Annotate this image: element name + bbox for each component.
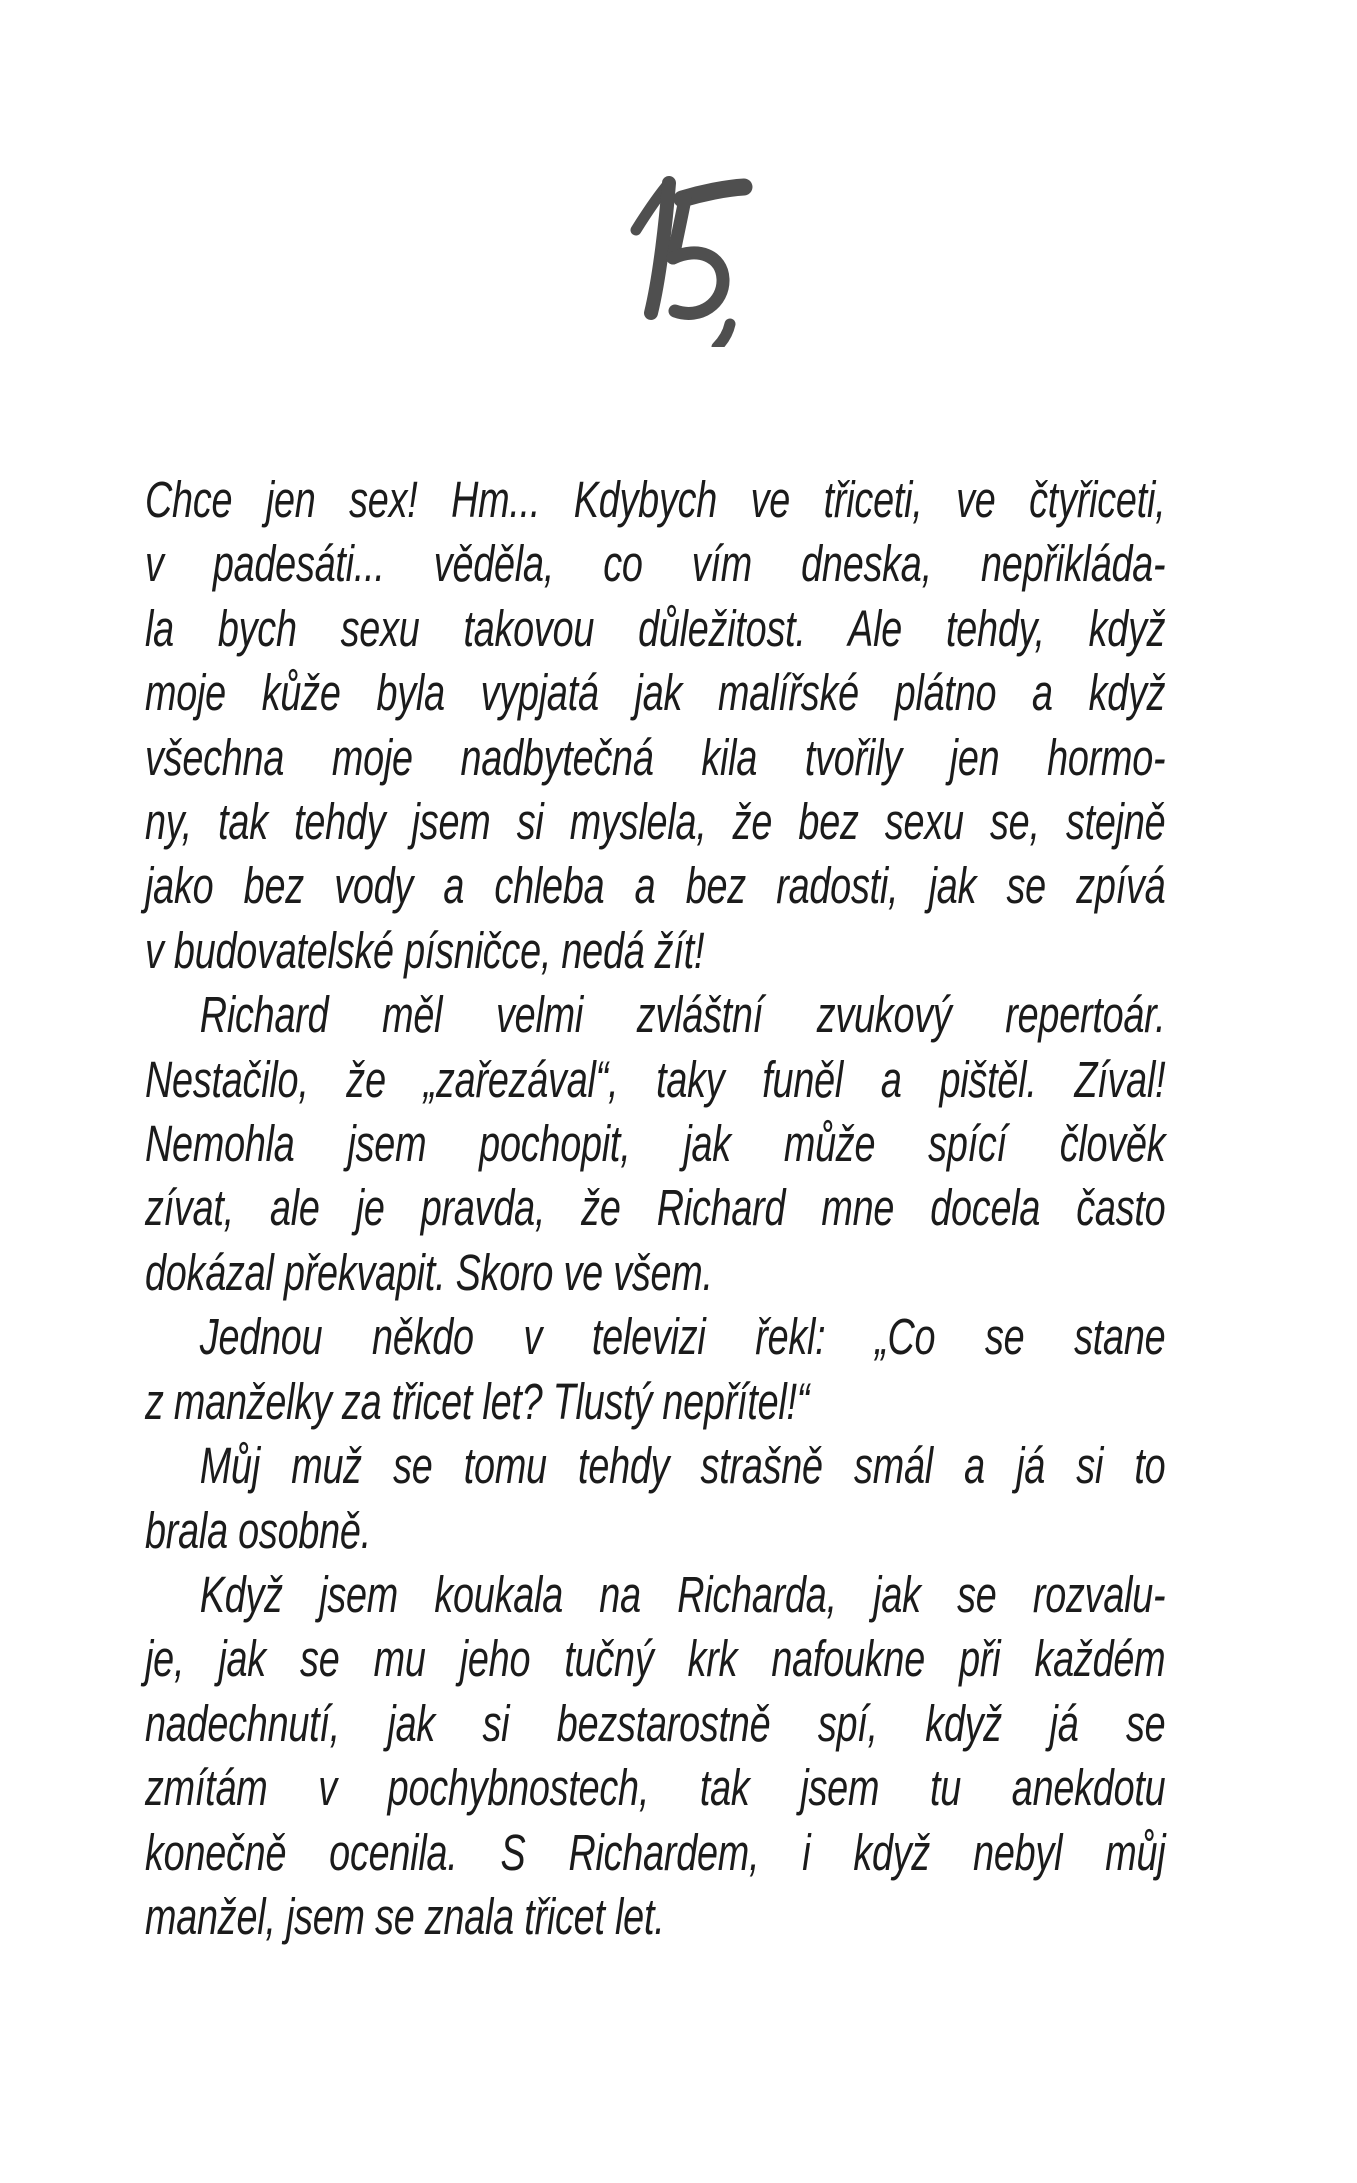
- text-line: je, jak se mu jeho tučný krk nafoukne při každém: [145, 1630, 1166, 1688]
- text-line: Nestačilo, že „zařezával“, taky funěl a pištěl. Zíval!: [145, 1050, 1166, 1108]
- text-line: Nemohla jsem pochopit, jak může spící člověk: [145, 1115, 1166, 1173]
- text-line: brala osobně.: [145, 1501, 371, 1559]
- body-text: [145, 468, 1165, 1949]
- chapter-number: [608, 172, 783, 347]
- text-line: v budovatelské písničce, nedá žít!: [145, 921, 705, 979]
- text-line: Richard měl velmi zvláštní zvukový repertoár.: [199, 986, 1166, 1044]
- text-line: z manželky za třicet let? Tlustý nepřítel!“: [145, 1372, 810, 1430]
- text-line: ny, tak tehdy jsem si myslela, že bez sexu se, stejně: [145, 793, 1166, 851]
- text-line: v padesáti... věděla, co vím dneska, nepřikláda-: [145, 535, 1166, 593]
- text-line: všechna moje nadbytečná kila tvořily jen hormo-: [145, 728, 1166, 786]
- text-line: manžel, jsem se znala třicet let.: [145, 1887, 665, 1945]
- text-line: Když jsem koukala na Richarda, jak se rozvalu-: [199, 1565, 1166, 1623]
- text-line: zmítám v pochybnostech, tak jsem tu anekdotu: [145, 1759, 1166, 1817]
- text-line: Jednou někdo v televizi řekl: „Co se stane: [199, 1308, 1166, 1366]
- text-line: nadechnutí, jak si bezstarostně spí, když já se: [145, 1694, 1166, 1752]
- text-line: Chce jen sex! Hm... Kdybych ve třiceti, ve čtyřiceti,: [145, 471, 1166, 528]
- text-line: Můj muž se tomu tehdy strašně smál a já si to: [199, 1437, 1166, 1495]
- text-line: moje kůže byla vypjatá jak malířské plátno a když: [145, 664, 1166, 722]
- text-line: konečně ocenila. S Richardem, i když nebyl můj: [145, 1823, 1166, 1881]
- text-line: jako bez vody a chleba a bez radosti, jak se zpívá: [145, 857, 1166, 915]
- handwritten-15-icon: [608, 172, 783, 347]
- text-line: zívat, ale je pravda, že Richard mne docela často: [145, 1179, 1166, 1237]
- text-line: dokázal překvapit. Skoro ve všem.: [145, 1243, 713, 1301]
- text-line: la bych sexu takovou důležitost. Ale tehdy, když: [145, 599, 1166, 657]
